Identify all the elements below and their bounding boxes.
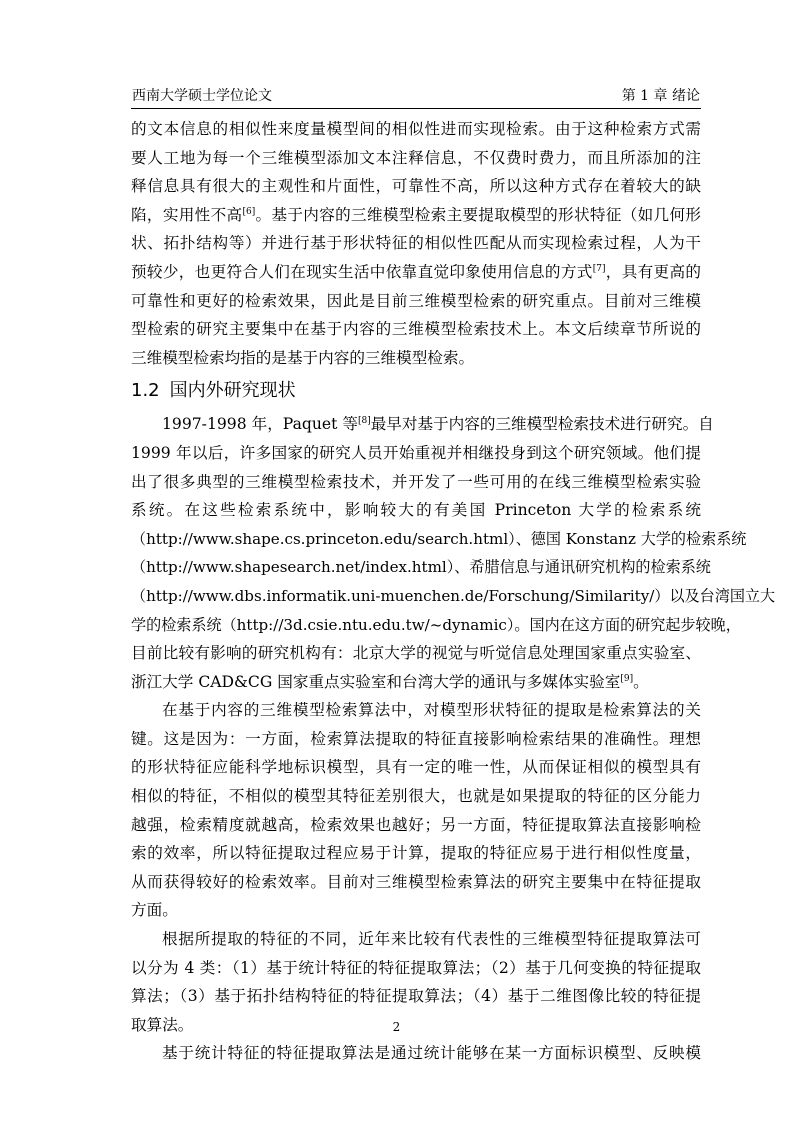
text-line: 状、拓扑结构等）并进行基于形状特征的相似性匹配从而实现检索过程，人为干 <box>131 234 701 253</box>
text-line: 浙江大学 CAD&CG 国家重点实验室和台湾大学的通讯与多媒体实验室[9]。 <box>131 672 649 691</box>
text-line: 算法；（3）基于拓扑结构特征的特征提取算法；（4）基于二维图像比较的特征提 <box>131 987 701 1006</box>
text-line: 释信息具有很大的主观性和片面性，可靠性不高，所以这种方式存在着较大的缺 <box>131 177 701 196</box>
text-line: 出了很多典型的三维模型检索技术，并开发了一些可用的在线三维模型检索实验 <box>131 472 701 491</box>
text-line: 索的效率，所以特征提取过程应易于计算，提取的特征应易于进行相似性度量， <box>131 844 701 863</box>
citation-7: [7] <box>592 263 606 274</box>
text-line: 取算法。 <box>131 1015 194 1034</box>
page-number: 2 <box>392 1020 401 1034</box>
citation-8: [8] <box>357 416 371 427</box>
text-line: 目前比较有影响的研究机构有：北京大学的视觉与听觉信息处理国家重点实验室、 <box>131 644 701 663</box>
page-body <box>131 115 776 1068</box>
text-line: （http://www.dbs.informatik.uni-muenchen.de/Forschung/Similarity/）以及台湾国立大 <box>131 586 776 605</box>
text-line: 键。这是因为：一方面，检索算法提取的特征直接影响检索结果的准确性。理想 <box>131 729 701 748</box>
text-line: 学的检索系统（http://3d.csie.ntu.edu.tw/~dynamic）。国内在这方面的研究起步较晚， <box>131 615 741 634</box>
citation-9: [9] <box>620 673 634 684</box>
text-line: （http://www.shape.cs.princeton.edu/search.html）、德国 Konstanz 大学的检索系统 <box>131 529 747 548</box>
text-line: 型检索的研究主要集中在基于内容的三维模型检索技术上。本文后续章节所说的 <box>131 320 701 339</box>
text-line: 相似的特征，不相似的模型其特征差别很大，也就是如果提取的特征的区分能力 <box>131 787 701 806</box>
thesis-title-header: 西南大学硕士学位论文 <box>132 88 272 104</box>
text-line: （http://www.shapesearch.net/index.html）、希腊信息与通讯研究机构的检索系统 <box>131 558 711 577</box>
section-heading <box>131 372 701 410</box>
citation-6: [6] <box>242 206 256 217</box>
paragraph-2 <box>131 410 776 696</box>
chapter-header: 第 1 章 绪论 <box>621 88 700 104</box>
text-line: 三维模型检索均指的是基于内容的三维模型检索。 <box>131 348 475 367</box>
text-line: 系统。在这些检索系统中，影响较大的有美国 Princeton 大学的检索系统 <box>131 501 701 520</box>
text-line: 从而获得较好的检索效率。目前对三维模型检索算法的研究主要集中在特征提取 <box>131 872 701 891</box>
text-line: 要人工地为每一个三维模型添加文本注释信息，不仅费时费力，而且所添加的注 <box>131 148 701 167</box>
text-line: 方面。 <box>131 901 178 920</box>
text-line: 1999 年以后，许多国家的研究人员开始重视并相继投身到这个研究领域。他们提 <box>131 443 701 462</box>
text-line: 以分为 4 类：（1）基于统计特征的特征提取算法；（2）基于几何变换的特征提取 <box>131 958 701 977</box>
running-header <box>131 84 701 109</box>
section-title: 国内外研究现状 <box>169 380 296 402</box>
text-line: 陷，实用性不高[6]。基于内容的三维模型检索主要提取模型的形状特征（如几何形 <box>131 205 701 224</box>
text-line: 在基于内容的三维模型检索算法中，对模型形状特征的提取是检索算法的关 <box>162 701 701 720</box>
text-line: 1997-1998 年，Paquet 等[8]最早对基于内容的三维模型检索技术进行研究。自 <box>162 415 714 434</box>
text-line: 根据所提取的特征的不同，近年来比较有代表性的三维模型特征提取算法可 <box>162 930 701 949</box>
text-line: 基于统计特征的特征提取算法是通过统计能够在某一方面标识模型、反映模 <box>162 1044 701 1063</box>
text-line: 的形状特征应能科学地标识模型，具有一定的唯一性，从而保证相似的模型具有 <box>131 758 701 777</box>
text-line: 预较少，也更符合人们在现实生活中依靠直觉印象使用信息的方式[7]，具有更高的 <box>131 262 701 281</box>
paragraph-3 <box>131 696 701 925</box>
paragraph-1 <box>131 115 701 372</box>
paragraph-5 <box>131 1039 701 1068</box>
text-line: 可靠性和更好的检索效果，因此是目前三维模型检索的研究重点。目前对三维模 <box>131 291 701 310</box>
text-line: 越强，检索精度就越高，检索效果也越好；另一方面，特征提取算法直接影响检 <box>131 815 701 834</box>
section-number: 1.2 <box>131 380 160 402</box>
text-line: 的文本信息的相似性来度量模型间的相似性进而实现检索。由于这种检索方式需 <box>131 120 701 138</box>
